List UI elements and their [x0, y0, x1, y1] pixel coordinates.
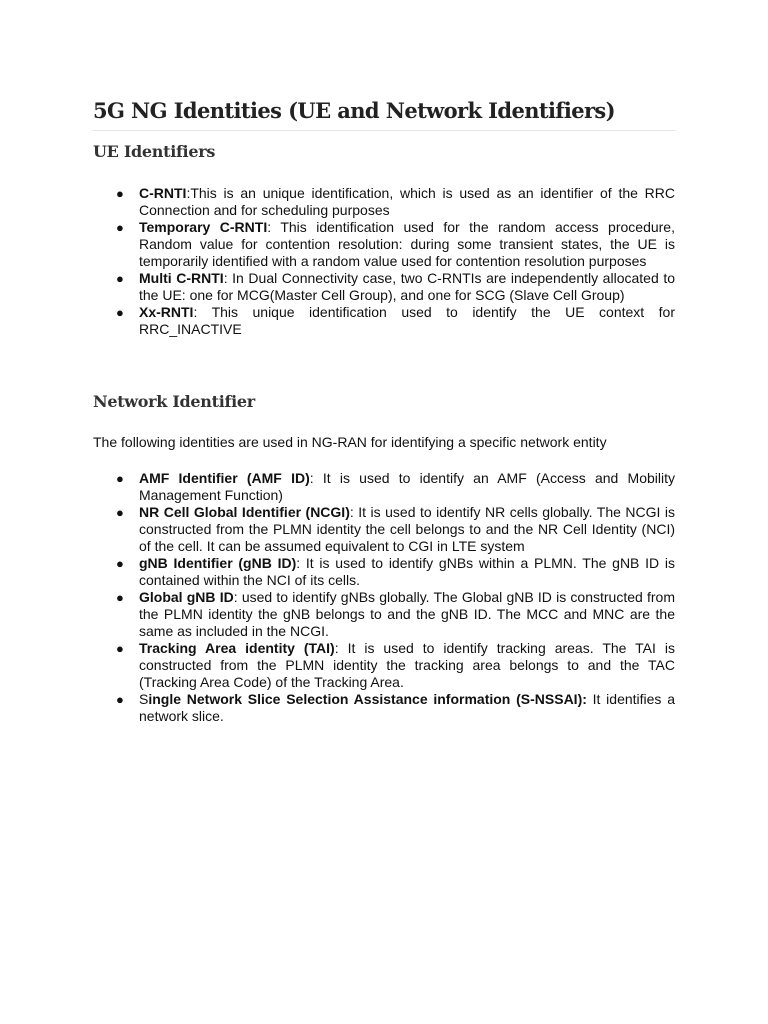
bullet-icon: ● [116, 186, 124, 201]
bullet-icon: ● [116, 305, 124, 320]
network-intro-text: The following identities are used in NG-RAN for identifying a specific network entity [93, 434, 607, 450]
description-gnb-id: : It is used to identify gNBs within a PLMN. The gNB ID is contained within the NCI of its cells. [139, 555, 675, 588]
description-temporary-c-rnti: : This identification used for the random access procedure, Random value for contention resolution: during some transient states, the UE is temporarily identified with a random value used for contention resolution purposes [139, 219, 675, 269]
description-multi-c-rnti: : In Dual Connectivity case, two C-RNTIs are independently allocated to the UE: one for MCG(Master Cell Group), and one for SCG (Slave Cell Group) [139, 270, 675, 303]
bullet-icon: ● [116, 271, 124, 286]
title-divider [93, 130, 675, 131]
bullet-icon: ● [116, 590, 124, 605]
list-item-s-nssai [93, 691, 675, 725]
description-amf-id: : It is used to identify an AMF (Access and Mobility Management Function) [139, 470, 675, 503]
term-s-nssai: ingle Network Slice Selection Assistance information (S-NSSAI): [148, 691, 587, 707]
bullet-icon: ● [116, 641, 124, 656]
bullet-icon: ● [116, 220, 124, 235]
term-tai: Tracking Area identity (TAI) [139, 640, 335, 656]
list-item-c-rnti [93, 185, 675, 219]
description-tai: : It is used to identify tracking areas. The TAI is constructed from the PLMN identity the tracking area belongs to and the TAC (Tracking Area Code) of the Tracking Area. [139, 640, 675, 690]
list-item-gnb-id [93, 555, 675, 589]
bullet-icon: ● [116, 505, 124, 520]
page-title: 5G NG Identities (UE and Network Identifiers) [93, 98, 615, 123]
ue-identifiers-heading: UE Identifiers [93, 142, 216, 161]
list-item-tai [93, 640, 675, 691]
term-amf-id: AMF Identifier (AMF ID) [139, 470, 310, 486]
bullet-icon: ● [116, 471, 124, 486]
term-global-gnb-id: Global gNB ID [139, 589, 234, 605]
list-item-temporary-c-rnti [93, 219, 675, 270]
term-s-nssai-lead: S [139, 691, 149, 707]
description-ncgi: : It is used to identify NR cells globally. The NCGI is constructed from the PLMN identity the cell belongs to and the NR Cell Identity (NCI) of the cell. It can be assumed equivalent to CGI in LTE system [139, 504, 675, 554]
term-gnb-id: gNB Identifier (gNB ID) [139, 555, 297, 571]
network-identifier-heading: Network Identifier [93, 392, 255, 411]
term-xx-rnti: Xx-RNTI [139, 304, 194, 320]
description-xx-rnti: : This unique identification used to identify the UE context for RRC_INACTIVE [139, 304, 675, 337]
list-item-amf-id [93, 470, 675, 504]
list-item-global-gnb-id [93, 589, 675, 640]
list-item-multi-c-rnti [93, 270, 675, 304]
network-identifiers-list [93, 470, 675, 725]
list-item-xx-rnti [93, 304, 675, 338]
term-c-rnti: C-RNTI [139, 185, 187, 201]
description-c-rnti: :This is an unique identification, which is used as an identifier of the RRC Connection and for scheduling purposes [139, 185, 675, 218]
term-ncgi: NR Cell Global Identifier (NCGI) [139, 504, 350, 520]
bullet-icon: ● [116, 692, 124, 707]
list-item-ncgi [93, 504, 675, 555]
description-s-nssai: It identifies a network slice. [139, 691, 675, 724]
ue-identifiers-list [93, 185, 675, 338]
term-multi-c-rnti: Multi C-RNTI [139, 270, 224, 286]
term-temporary-c-rnti: Temporary C-RNTI [139, 219, 268, 235]
bullet-icon: ● [116, 556, 124, 571]
description-global-gnb-id: : used to identify gNBs globally. The Global gNB ID is constructed from the PLMN identity the gNB belongs to and the gNB ID. The MCC and MNC are the same as included in the NCGI. [139, 589, 675, 639]
